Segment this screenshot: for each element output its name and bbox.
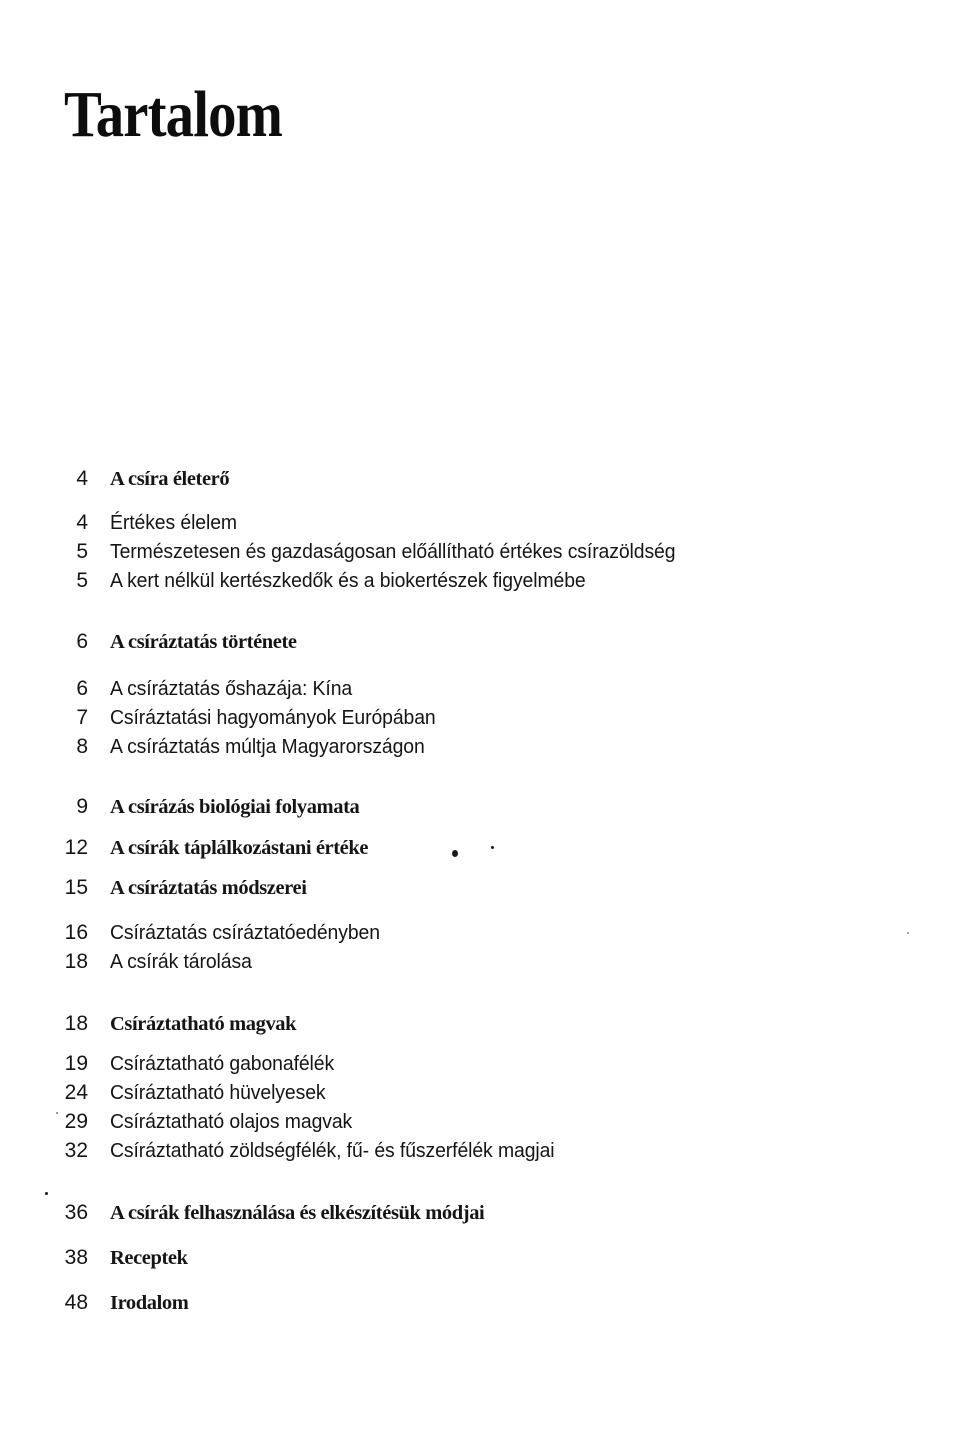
toc-entry bbox=[0, 537, 900, 567]
toc-page-number: 19 bbox=[64, 1052, 88, 1075]
toc-subentry: Csíráztatás csíráztatóedényben bbox=[110, 922, 380, 944]
toc-subentry: Csíráztatható olajos magvak bbox=[110, 1111, 353, 1133]
toc-entry bbox=[0, 1198, 900, 1228]
toc-subentry: A csíráztatás múltja Magyarországon bbox=[110, 736, 425, 758]
toc-page-number: 4 bbox=[76, 511, 88, 534]
page-title: Tartalom bbox=[64, 78, 283, 151]
toc-page-number: 32 bbox=[64, 1139, 88, 1162]
toc-page-number: 9 bbox=[76, 795, 88, 818]
toc-entry bbox=[0, 918, 900, 948]
print-speck bbox=[491, 846, 494, 849]
toc-entry bbox=[0, 873, 900, 903]
toc-heading: A csíráztatás története bbox=[110, 631, 297, 653]
print-speck bbox=[452, 850, 458, 857]
print-speck bbox=[45, 1192, 48, 1195]
toc-entry bbox=[0, 703, 900, 733]
toc-heading: A csírák felhasználása és elkészítésük módjai bbox=[110, 1202, 485, 1224]
toc-entry bbox=[0, 947, 900, 977]
toc-page-number: 7 bbox=[76, 706, 88, 729]
toc-page-number: 24 bbox=[64, 1081, 88, 1104]
toc-heading: A csírázás biológiai folyamata bbox=[110, 796, 360, 818]
toc-heading: Csíráztatható magvak bbox=[110, 1013, 297, 1035]
toc-entry bbox=[0, 627, 900, 657]
toc-page-number: 4 bbox=[76, 467, 88, 490]
toc-page-number: 12 bbox=[64, 836, 88, 859]
toc-subentry: Csíráztatási hagyományok Európában bbox=[110, 707, 436, 729]
toc-subentry: A csíráztatás őshazája: Kína bbox=[110, 678, 353, 700]
toc-page-number: 16 bbox=[64, 921, 88, 944]
toc-page-number: 15 bbox=[64, 876, 88, 899]
toc-heading: Receptek bbox=[110, 1247, 188, 1269]
toc-page-number: 5 bbox=[76, 540, 88, 563]
toc-page-number: 36 bbox=[64, 1201, 88, 1224]
toc-entry bbox=[0, 1049, 900, 1079]
toc-subentry: Csíráztatható zöldségfélék, fű- és fűszerfélék magjai bbox=[110, 1140, 555, 1162]
toc-entry bbox=[0, 1288, 900, 1318]
toc-heading: A csíra életerő bbox=[110, 468, 230, 490]
toc-subentry: A csírák tárolása bbox=[110, 951, 252, 973]
toc-entry bbox=[0, 674, 900, 704]
toc-entry bbox=[0, 792, 900, 822]
toc-entry bbox=[0, 1136, 900, 1166]
toc-heading: A csíráztatás módszerei bbox=[110, 877, 307, 899]
toc-subentry: Csíráztatható gabonafélék bbox=[110, 1053, 335, 1075]
toc-entry bbox=[0, 508, 900, 538]
toc-page-number: 48 bbox=[64, 1291, 88, 1314]
toc-page-number: 5 bbox=[76, 569, 88, 592]
toc-entry bbox=[0, 1009, 900, 1039]
toc-entry bbox=[0, 732, 900, 762]
toc-heading: Irodalom bbox=[110, 1292, 189, 1314]
toc-page-number: 6 bbox=[76, 630, 88, 653]
toc-subentry: Természetesen és gazdaságosan előállítható értékes csírazöldség bbox=[110, 541, 676, 563]
toc-page-number: 8 bbox=[76, 735, 88, 758]
toc-entry bbox=[0, 1243, 900, 1273]
toc-subentry: A kert nélkül kertészkedők és a biokertészek figyelmébe bbox=[110, 570, 586, 592]
toc-page-number: 38 bbox=[64, 1246, 88, 1269]
toc-entry bbox=[0, 1107, 900, 1137]
print-speck bbox=[56, 1112, 58, 1114]
toc-entry bbox=[0, 566, 900, 596]
toc-heading: A csírák táplálkozástani értéke bbox=[110, 837, 369, 859]
toc-page-number: 18 bbox=[64, 950, 88, 973]
toc-entry bbox=[0, 464, 900, 494]
toc-page-number: 6 bbox=[76, 677, 88, 700]
toc-page-number: 18 bbox=[64, 1012, 88, 1035]
toc-subentry: Csíráztatható hüvelyesek bbox=[110, 1082, 326, 1104]
toc-subentry: Értékes élelem bbox=[110, 512, 237, 534]
toc-entry bbox=[0, 833, 900, 863]
print-speck bbox=[907, 932, 909, 934]
toc-page-number: 29 bbox=[64, 1110, 88, 1133]
toc-entry bbox=[0, 1078, 900, 1108]
